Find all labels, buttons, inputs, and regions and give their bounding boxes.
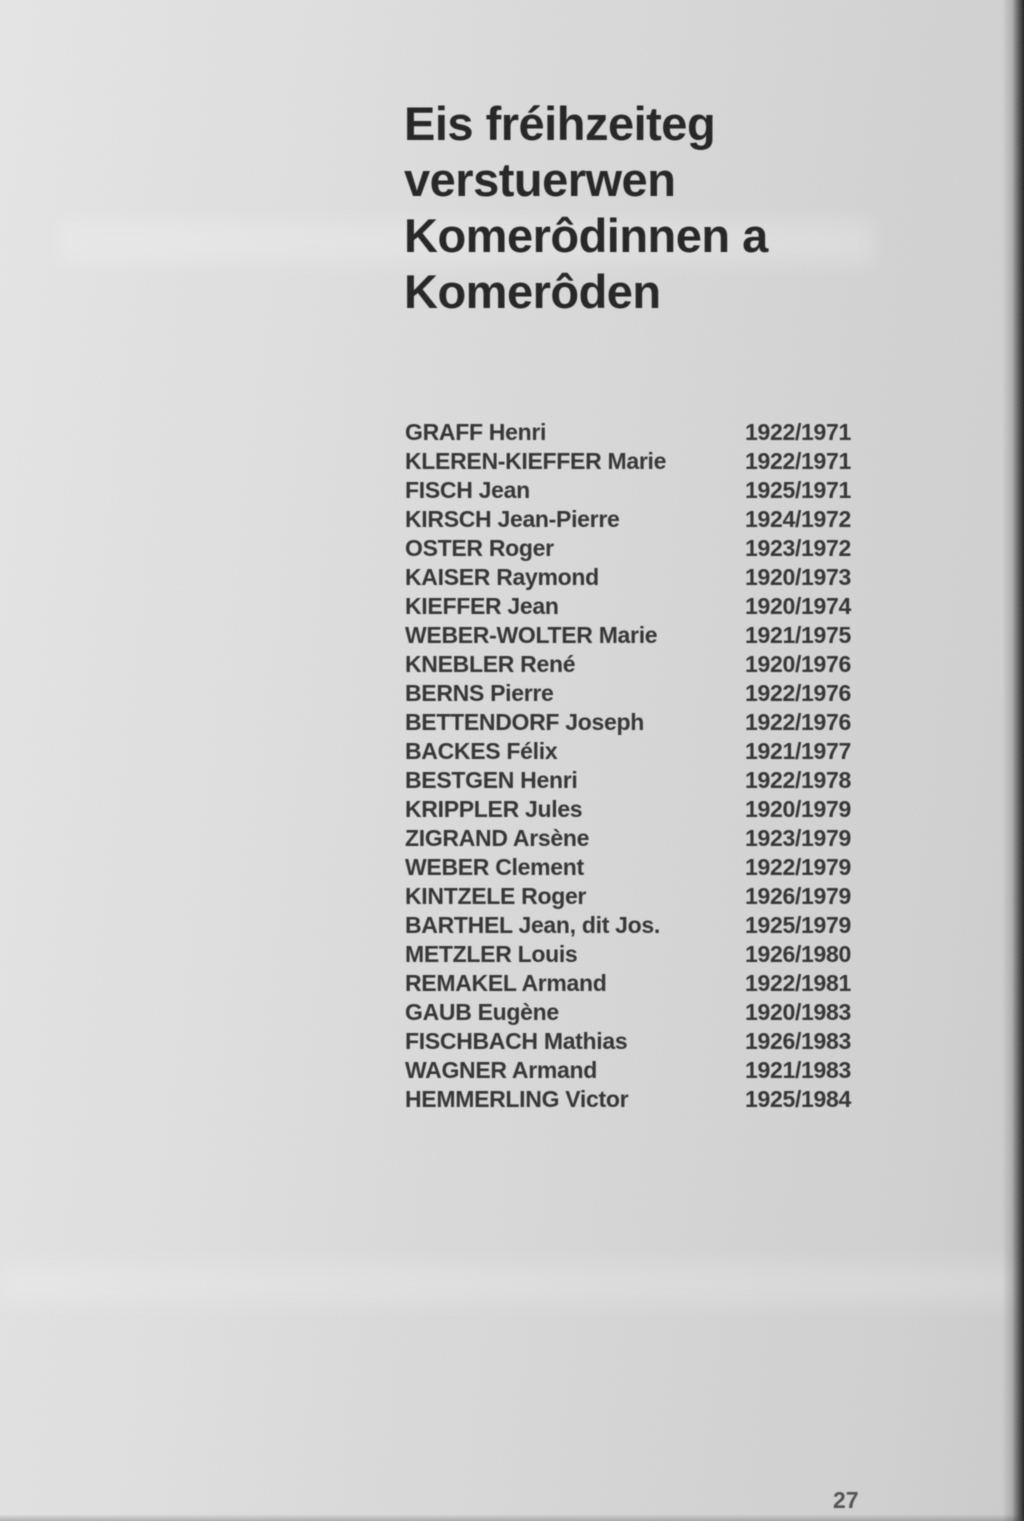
birth-death-years: 1925/1979 [745,912,852,938]
scan-light-band-bottom [0,1264,1024,1304]
person-name: KAISER Raymond [405,564,599,590]
person-name: FISCHBACH Mathias [405,1028,628,1054]
person-name: WEBER Clement [405,854,584,880]
list-row [405,448,875,477]
list-row [405,709,875,738]
person-name: BERNS Pierre [405,680,554,706]
page-title-line-4: Komerôden [404,265,661,318]
birth-death-years: 1926/1980 [745,941,852,967]
list-row [405,970,875,999]
list-row [405,999,875,1028]
list-row [405,825,875,854]
list-row [405,1028,875,1057]
list-row [405,564,875,593]
birth-death-years: 1926/1979 [745,883,852,909]
birth-death-years: 1925/1984 [745,1086,852,1112]
person-name: KRIPPLER Jules [405,796,583,822]
person-name: KIRSCH Jean-Pierre [405,506,620,532]
birth-death-years: 1922/1979 [745,854,852,880]
person-name: GRAFF Henri [405,419,547,445]
birth-death-years: 1921/1975 [745,622,852,648]
memorial-list [405,419,875,1115]
list-row [405,941,875,970]
page-title-line-2: verstuerwen [404,153,676,206]
birth-death-years: 1920/1976 [745,651,852,677]
person-name: HEMMERLING Victor [405,1086,629,1112]
person-name: BESTGEN Henri [405,767,578,793]
list-row [405,651,875,680]
list-row [405,1057,875,1086]
person-name: KIEFFER Jean [405,593,559,619]
list-row [405,622,875,651]
list-row [405,419,875,448]
birth-death-years: 1922/1971 [745,419,852,445]
birth-death-years: 1922/1978 [745,767,852,793]
list-row [405,680,875,709]
birth-death-years: 1920/1974 [745,593,852,619]
list-row [405,883,875,912]
birth-death-years: 1921/1983 [745,1057,852,1083]
page-title-line-3: Komerôdinnen a [404,209,768,262]
birth-death-years: 1922/1976 [745,680,852,706]
list-row [405,506,875,535]
birth-death-years: 1922/1981 [745,970,852,996]
page-edge-shadow-right [1002,0,1024,1521]
birth-death-years: 1923/1972 [745,535,852,561]
birth-death-years: 1921/1977 [745,738,852,764]
list-row [405,912,875,941]
page-number: 27 [833,1487,859,1513]
birth-death-years: 1923/1979 [745,825,852,851]
list-row [405,535,875,564]
list-row [405,854,875,883]
person-name: METZLER Louis [405,941,578,967]
birth-death-years: 1922/1971 [745,448,852,474]
list-row [405,1086,875,1115]
person-name: GAUB Eugène [405,999,559,1025]
person-name: BACKES Félix [405,738,558,764]
list-row [405,796,875,825]
person-name: ZIGRAND Arsène [405,825,590,851]
page-edge-shadow-bottom [0,1514,1024,1521]
birth-death-years: 1922/1976 [745,709,852,735]
birth-death-years: 1920/1983 [745,999,852,1025]
list-row [405,477,875,506]
person-name: BARTHEL Jean, dit Jos. [405,912,660,938]
list-row [405,593,875,622]
person-name: WEBER-WOLTER Marie [405,622,658,648]
birth-death-years: 1926/1983 [745,1028,852,1054]
person-name: OSTER Roger [405,535,554,561]
person-name: WAGNER Armand [405,1057,598,1083]
list-row [405,738,875,767]
list-row [405,767,875,796]
birth-death-years: 1920/1979 [745,796,852,822]
person-name: KLEREN-KIEFFER Marie [405,448,667,474]
birth-death-years: 1925/1971 [745,477,852,503]
person-name: FISCH Jean [405,477,530,503]
person-name: KINTZELE Roger [405,883,587,909]
person-name: REMAKEL Armand [405,970,607,996]
birth-death-years: 1924/1972 [745,506,852,532]
page-title [404,96,768,320]
birth-death-years: 1920/1973 [745,564,852,590]
page-title-line-1: Eis fréihzeiteg [404,97,716,150]
person-name: KNEBLER René [405,651,576,677]
person-name: BETTENDORF Joseph [405,709,644,735]
